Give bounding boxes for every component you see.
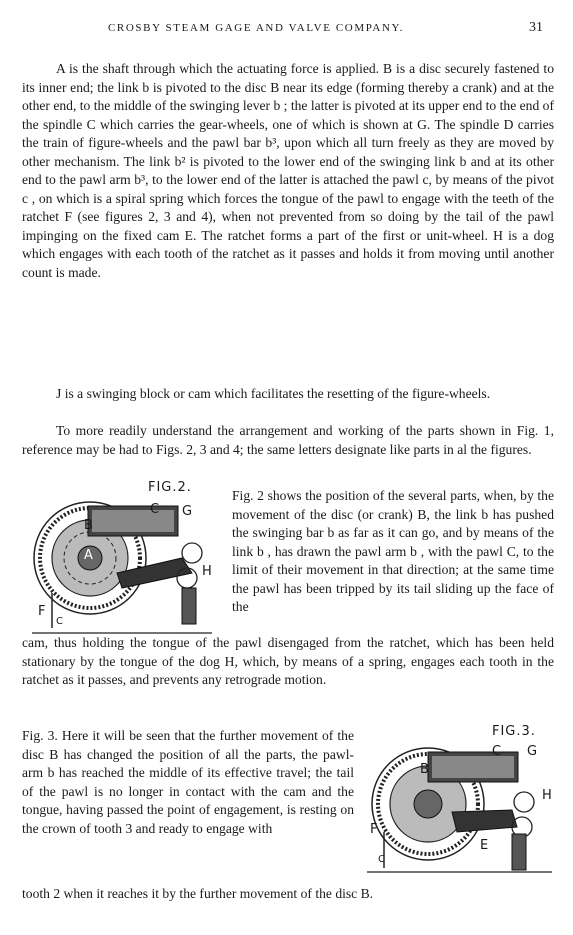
- figure-2-letter-a: A: [84, 548, 94, 563]
- running-head: CROSBY STEAM GAGE AND VALVE COMPANY.: [108, 22, 404, 34]
- paragraph-fig3-wrapped: Fig. 3. Here it will be seen that the further movement of the disc B has changed the position of all the parts, the pawl-arm b has reached the middle of its effective travel; the tail of the pawl is no longer in contact with the cam and the tongue, having passed the point of engagement, is resting on the crown of tooth 3 and ready to engage with: [22, 728, 354, 836]
- paragraph-arrangement-intro: To more readily understand the arrangement and working of the parts shown in Fig. 1, reference may be had to Figs. 2, 3 and 4; the same letters designate like parts in al the figures.: [22, 423, 554, 457]
- figure-2-drawing: [22, 478, 227, 638]
- figure-2-letter-g: G: [182, 504, 194, 519]
- figure-3-letter-b: B: [420, 762, 430, 777]
- figure-3-letter-c: C: [492, 744, 503, 759]
- figure-2-letter-c: C: [150, 502, 161, 517]
- figure-3-letter-e: E: [480, 838, 490, 853]
- figure-3-letter-c-lower: C: [378, 854, 386, 865]
- paragraph-fig2-continued: cam, thus holding the tongue of the pawl disengaged from the ratchet, which has been held stationary by the tongue of the dog H, which, by means of a spring, engages each tooth in the ratchet as it passes, and prevents any retrograde motion.: [22, 635, 554, 687]
- paragraph-fig3-continued: tooth 2 when it reaches it by the further movement of the disc B.: [22, 886, 374, 901]
- figure-3-letter-h: H: [542, 788, 553, 803]
- figure-2-letter-h: H: [202, 564, 213, 579]
- page-header: [0, 22, 573, 42]
- figure-2-letter-c-lower: C: [56, 616, 64, 627]
- figure-3: [362, 722, 562, 882]
- figure-2-caption: FIG.2.: [148, 480, 192, 495]
- paragraph-parts-description: A is the shaft through which the actuating force is applied. B is a disc securely fastened to its inner end; the link b is pivoted to the disc B near its edge (forming thereby a crank) and at the other end, to the middle of the swinging lever b ; the latter is pivoted at its upper end to the end of the spindle C which carries the gear-wheels, one of which is shown at G. The spindle D carries the train of figure-wheels and the pawl bar b³, upon which all turn freely as they are moved by other mechanism. The link b² is pivoted to the lower end of the swinging link b and at its other end to the pawl arm b³, to the lower end of the latter is attached the pawl c, by means of the pivot c , on which is a spiral spring which forces the tongue of the pawl to engage with the teeth of the ratchet F (see figures 2, 3 and 4), when not prevented from so doing by the tail of the pawl impinging on the fixed cam E. The ratchet forms a part of the first or unit-wheel. H is a dog which engages with each tooth of the ratchet as it passes and holds it from moving until another count is made.: [22, 61, 554, 280]
- figure-2: [22, 478, 227, 638]
- figure-3-letter-g: G: [527, 744, 539, 759]
- figure-2-letter-f: F: [38, 604, 47, 619]
- paragraph-fig2-wrapped: Fig. 2 shows the position of the several parts, when, by the movement of the disc (or crank) B, the link b has pushed the swinging bar b as far as it can go, and by means of the link b , has drawn the pawl arm b , with the pawl C, to the limit of their movement in that direction; at the same time the pawl has been tripped by its tail sliding up the face of the: [232, 488, 554, 614]
- figure-3-caption: FIG.3.: [492, 724, 536, 739]
- figure-3-letter-f: F: [370, 822, 379, 837]
- paragraph-swinging-block: J is a swinging block or cam which facilitates the resetting of the figure-wheels.: [56, 386, 491, 401]
- page-number: 31: [529, 20, 543, 35]
- figure-2-letter-b: B: [84, 518, 94, 533]
